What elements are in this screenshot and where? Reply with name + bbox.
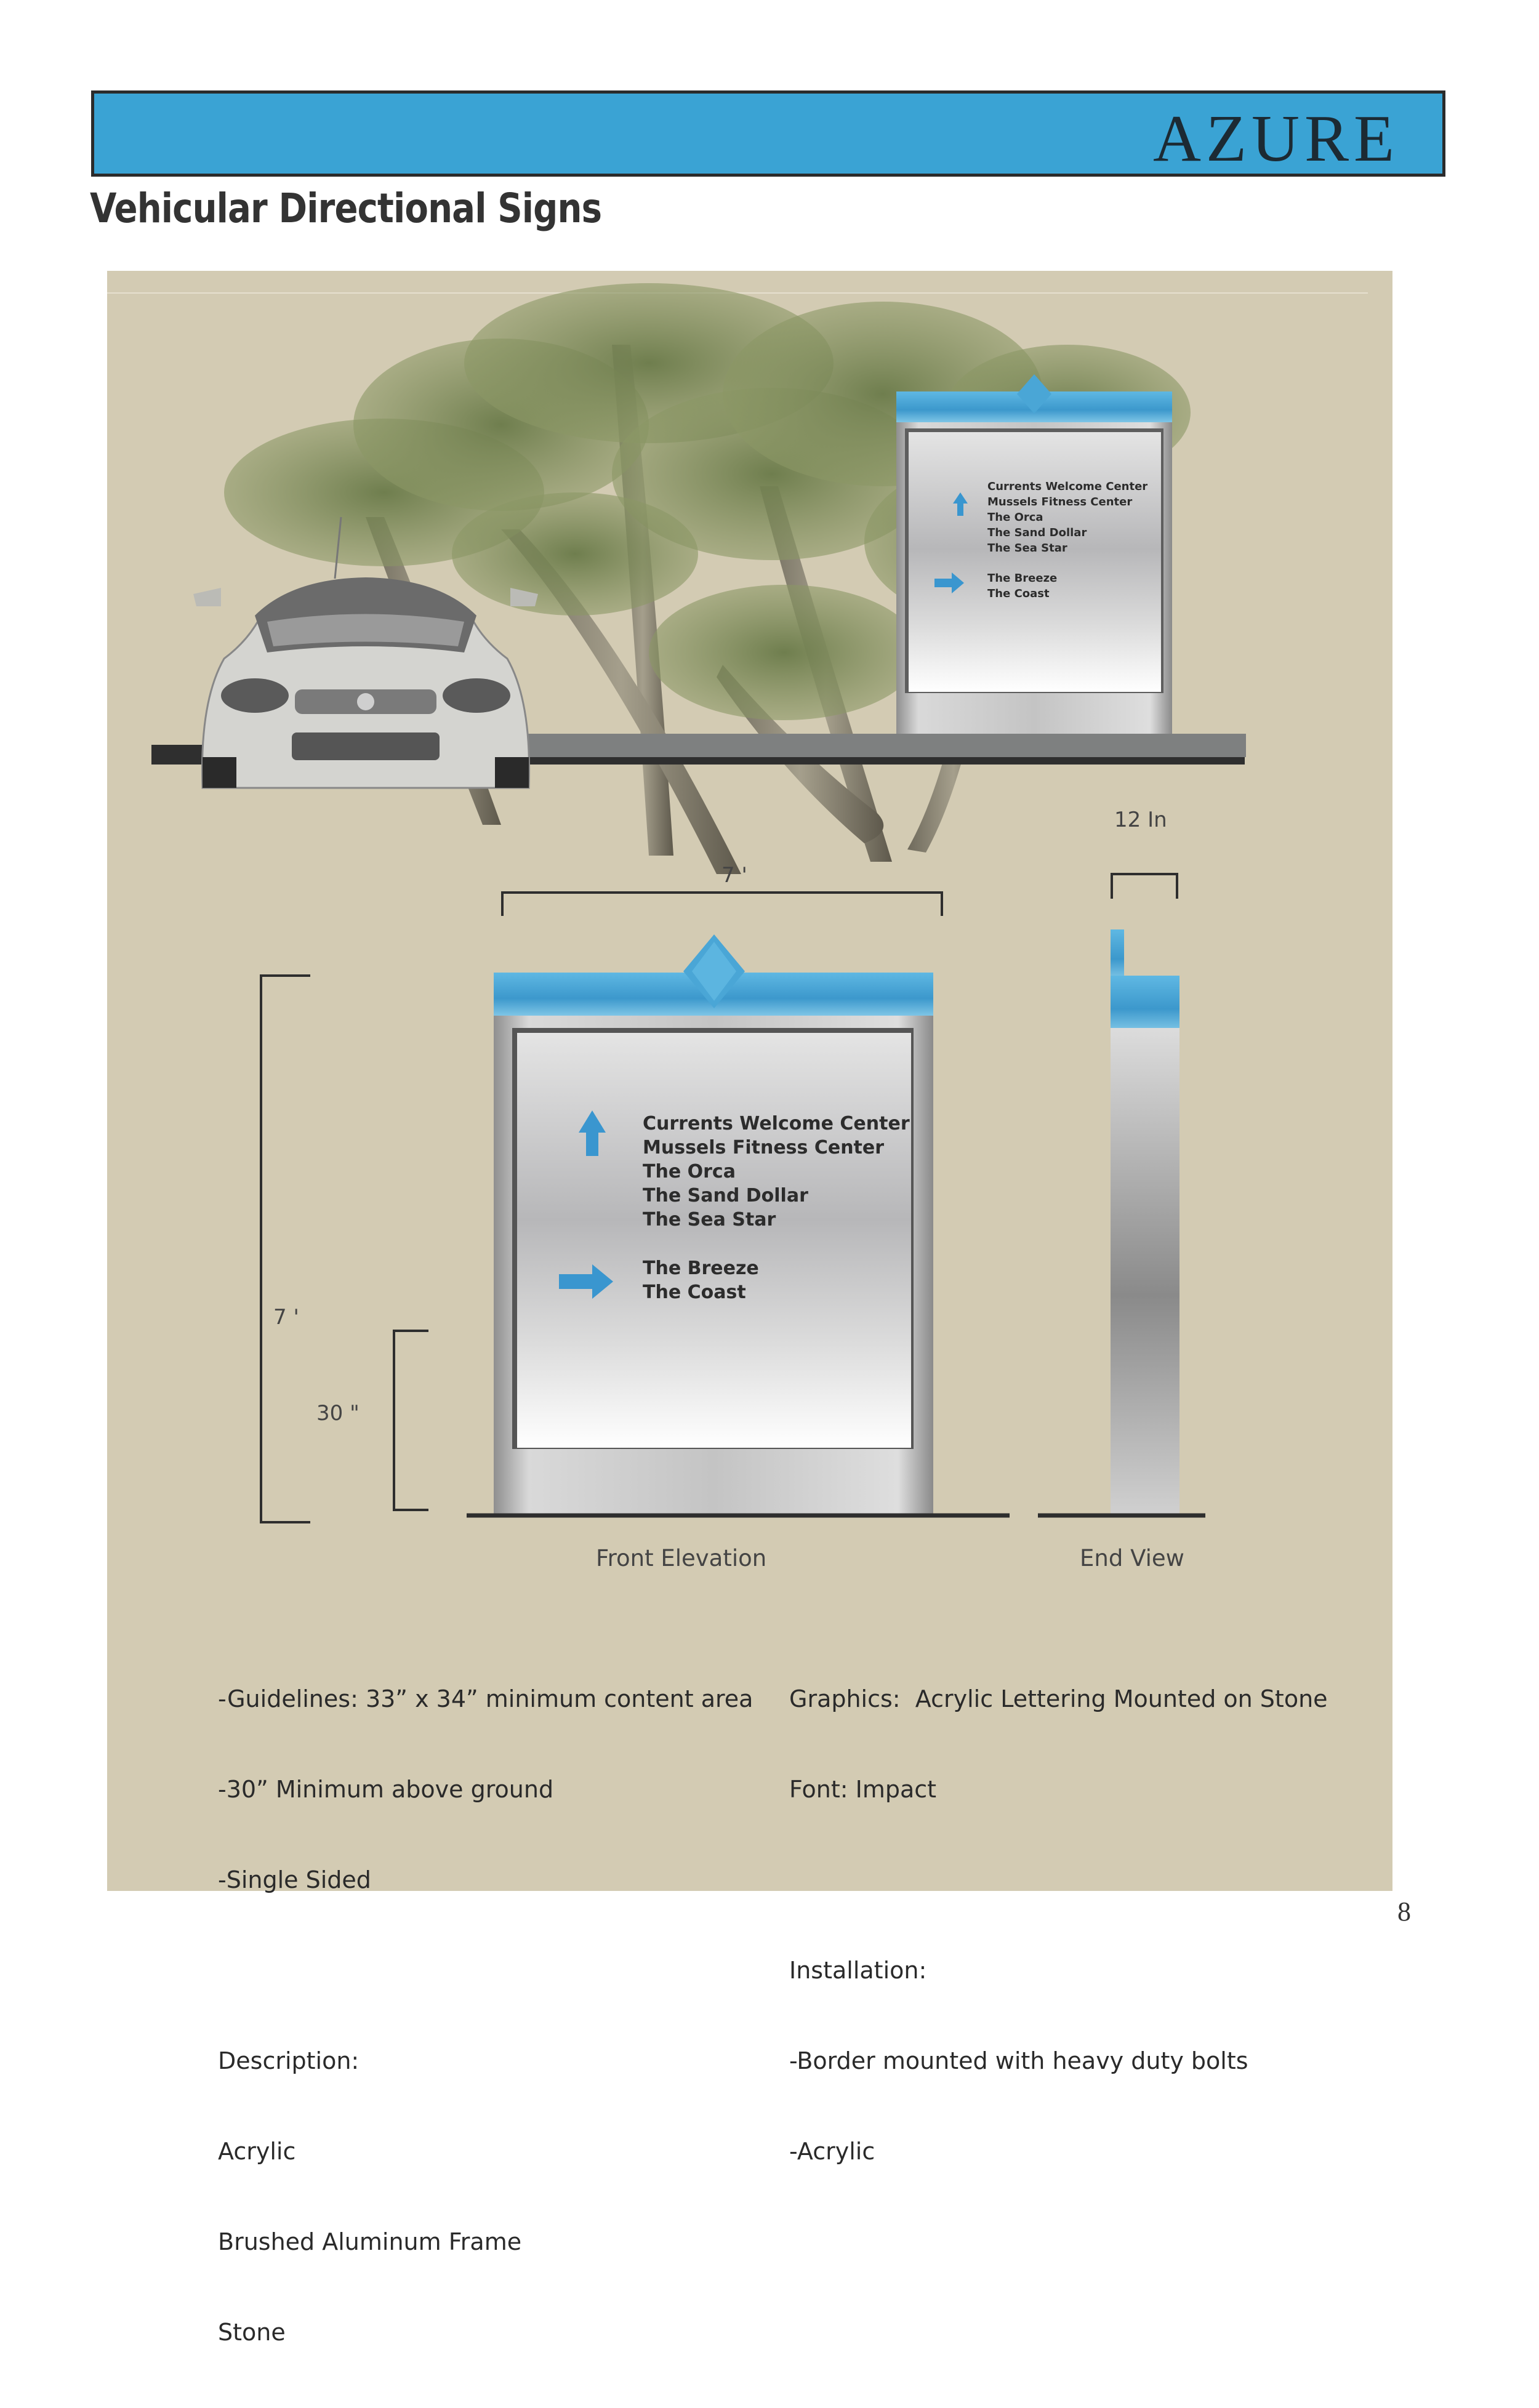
description-item: Brushed Aluminum Frame [218, 2228, 522, 2255]
curb [517, 734, 1246, 757]
preview-right-item: The Coast [987, 587, 1050, 600]
base-height-dimension-label: 30 " [316, 1401, 360, 1426]
end-view-label: End View [1080, 1545, 1184, 1571]
height-dimension-label: 7 ' [273, 1305, 299, 1330]
page-number: 8 [1397, 1896, 1411, 1927]
front-elevation-label: Front Elevation [596, 1545, 767, 1571]
sign-up-item: The Sand Dollar [643, 1185, 808, 1206]
font-note: Font: Impact [789, 1776, 937, 1803]
guideline-note: -Guidelines: 33” x 34” minimum content area [218, 1685, 753, 1712]
depth-dimension-label: 12 In [1114, 808, 1167, 832]
preview-up-item: The Sand Dollar [987, 526, 1087, 539]
sign-right-item: The Breeze [643, 1258, 759, 1279]
width-dimension-label: 7 ' [721, 863, 747, 888]
front-elevation-drawing [261, 893, 1010, 1522]
preview-up-item: The Sea Star [987, 542, 1067, 555]
preview-up-item: Mussels Fitness Center [987, 496, 1133, 508]
notes-right [789, 1624, 1328, 2227]
sign-up-item: The Orca [643, 1161, 736, 1182]
notes-left [218, 1624, 753, 2408]
guideline-note: -30” Minimum above ground [218, 1776, 554, 1803]
installation-heading: Installation: [789, 1957, 927, 1984]
preview-up-item: Currents Welcome Center [987, 480, 1148, 493]
sign-up-item: Mussels Fitness Center [643, 1137, 885, 1158]
graphics-note: Graphics: Acrylic Lettering Mounted on Stone [789, 1685, 1328, 1712]
preview-right-item: The Breeze [987, 572, 1058, 585]
description-heading: Description: [218, 2047, 360, 2074]
page-title: Vehicular Directional Signs [90, 185, 602, 232]
sign-up-item: Currents Welcome Center [643, 1113, 910, 1134]
installation-item: -Acrylic [789, 2138, 875, 2165]
description-item: Acrylic [218, 2138, 296, 2165]
sign-right-item: The Coast [643, 1282, 746, 1303]
sign-up-item: The Sea Star [643, 1209, 776, 1230]
guideline-note: -Single Sided [218, 1866, 371, 1893]
installation-item: -Border mounted with heavy duty bolts [789, 2047, 1248, 2074]
end-view-drawing [1038, 874, 1205, 1515]
drawing-panel [107, 271, 1392, 2346]
preview-up-item: The Orca [987, 511, 1043, 524]
header-bar [91, 90, 1445, 177]
brand-logo: AZURE [1153, 102, 1399, 175]
sign-preview [896, 374, 1172, 734]
description-item: Stone [218, 2319, 286, 2346]
